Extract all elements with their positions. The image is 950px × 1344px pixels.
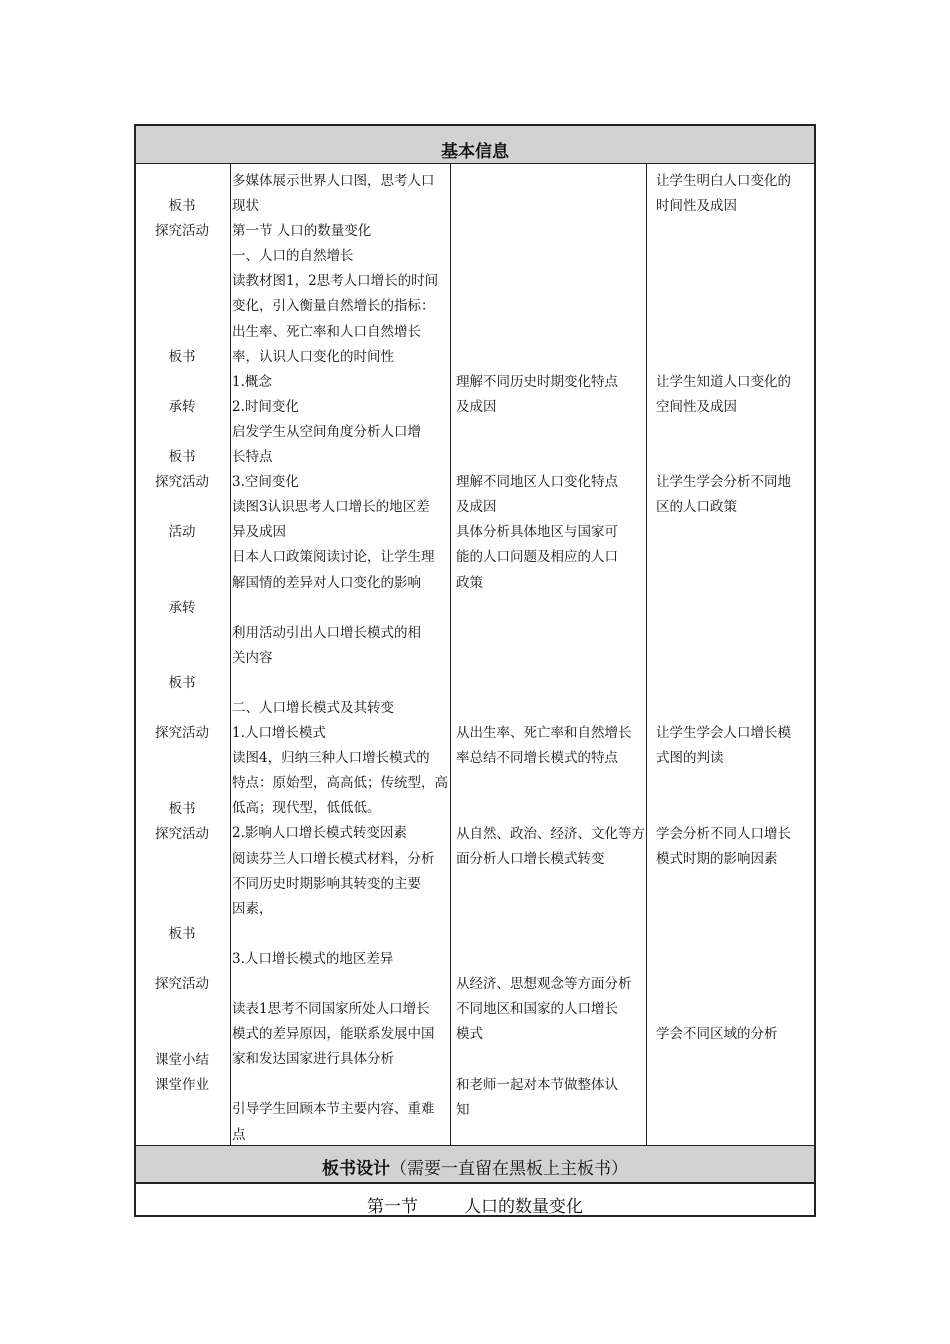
student-activity-block-line: 从经济、思想观念等方面分析 xyxy=(456,976,632,993)
content-line: 二、人口增长模式及其转变 xyxy=(232,699,394,716)
design-intent-block xyxy=(656,169,811,219)
content-line: 读图4，归纳三种人口增长模式的 xyxy=(232,750,430,767)
student-activity-block-line: 不同地区和国家的人口增长 xyxy=(456,1001,618,1018)
content-line xyxy=(232,922,448,947)
student-activity-block-line: 面分析人口增长模式转变 xyxy=(456,850,605,867)
design-intent-block xyxy=(656,1022,811,1047)
step-label: 活动 xyxy=(168,524,196,541)
student-activity-block-line: 率总结不同增长模式的特点 xyxy=(456,750,618,767)
student-activity-block-line: 政策 xyxy=(456,574,483,591)
design-intent-block-line: 学会不同区域的分析 xyxy=(656,1026,778,1043)
content-line: 1.人口增长模式 xyxy=(232,725,326,742)
divider xyxy=(136,1183,814,1184)
content-line: 长特点 xyxy=(232,449,273,466)
content-line: 低高；现代型，低低低。 xyxy=(232,800,381,817)
step-label: 板书 xyxy=(168,198,196,215)
basic-info-header xyxy=(136,126,814,164)
content-line: 1.概念 xyxy=(232,373,272,390)
content-line: 关内容 xyxy=(232,649,273,666)
step-label: 板书 xyxy=(168,800,196,817)
step-label: 板书 xyxy=(168,675,196,691)
content-line: 3.人口增长模式的地区差异 xyxy=(232,950,394,967)
student-activity-block xyxy=(456,470,646,595)
step-label: 课堂小结 xyxy=(155,1051,209,1068)
content-line: 利用活动引出人口增长模式的相 xyxy=(232,624,421,641)
content-line: 不同历史时期影响其转变的主要 xyxy=(232,875,421,892)
content-line: 日本人口政策阅读讨论，让学生理 xyxy=(232,549,435,566)
board-design-title: 板书设计 xyxy=(322,1159,390,1179)
content-line: 2.影响人口增长模式转变因素 xyxy=(232,825,407,842)
content-line: 引导学生回顾本节主要内容、重难 xyxy=(232,1101,435,1118)
content-line: 多媒体展示世界人口图，思考人口 xyxy=(232,173,435,189)
design-intent-block-line: 空间性及成因 xyxy=(656,398,737,415)
content-line xyxy=(232,596,448,621)
content-line xyxy=(232,972,448,997)
student-activity-block-line: 及成因 xyxy=(456,499,497,516)
student-activity-block xyxy=(456,370,646,420)
column-divider xyxy=(450,163,451,1145)
student-activity-block xyxy=(456,972,646,1047)
design-intent-block-line: 让学生明白人口变化的 xyxy=(656,173,791,189)
content-line: 一、人口的自然增长 xyxy=(232,248,354,265)
design-intent-block-line: 区的人口政策 xyxy=(656,499,737,516)
content-line: 点 xyxy=(232,1126,246,1143)
step-label: 承转 xyxy=(168,599,196,616)
content-line: 异及成因 xyxy=(232,524,286,541)
design-intent-block-line: 让学生知道人口变化的 xyxy=(656,373,791,390)
board-design-note: （需要一直留在黑板上主板书） xyxy=(390,1159,628,1179)
student-activity-block-line: 理解不同地区人口变化特点 xyxy=(456,474,618,491)
design-intent-block-line: 模式时期的影响因素 xyxy=(656,850,778,867)
design-intent-block xyxy=(656,721,811,771)
content-line xyxy=(232,671,448,696)
student-activity-block-line: 具体分析具体地区与国家可 xyxy=(456,524,618,541)
lesson-plan-table xyxy=(134,124,816,1217)
content-line xyxy=(232,1072,448,1097)
student-activity-block-line: 能的人口问题及相应的人口 xyxy=(456,549,618,566)
content-line: 现状 xyxy=(232,198,259,215)
step-label: 板书 xyxy=(168,348,196,365)
content-line: 阅读芬兰人口增长模式材料，分析 xyxy=(232,850,435,867)
column-divider xyxy=(230,163,231,1145)
content-line: 3.空间变化 xyxy=(232,474,299,491)
content-line: 特点：原始型，高高低；传统型，高 xyxy=(232,775,448,792)
step-label: 探究活动 xyxy=(155,474,209,491)
step-label: 探究活动 xyxy=(155,223,209,240)
step-label: 承转 xyxy=(168,398,196,415)
student-activity-block-line: 从自然、政治、经济、文化等方 xyxy=(456,825,645,842)
step-label: 板书 xyxy=(168,449,196,466)
step-label: 课堂作业 xyxy=(155,1076,209,1093)
board-section-title xyxy=(136,1192,814,1217)
content-line: 出生率、死亡率和人口自然增长 xyxy=(232,323,421,340)
content-line: 家和发达国家进行具体分析 xyxy=(232,1051,394,1068)
content-line: 模式的差异原因，能联系发展中国 xyxy=(232,1026,435,1043)
student-activity-block-line: 从出生率、死亡率和自然增长 xyxy=(456,725,632,742)
student-activity-block xyxy=(456,721,646,771)
step-label: 探究活动 xyxy=(155,825,209,842)
board-design-header xyxy=(136,1145,814,1183)
student-activity-block-line: 模式 xyxy=(456,1026,483,1043)
step-label: 探究活动 xyxy=(155,725,209,742)
content-line: 变化，引入衡量自然增长的指标： xyxy=(232,298,435,315)
design-intent-block-line: 式图的判读 xyxy=(656,750,724,767)
basic-info-title: 基本信息 xyxy=(441,142,509,162)
design-intent-block-line: 让学生学会人口增长模 xyxy=(656,725,791,742)
content-line: 读表1思考不同国家所处人口增长 xyxy=(232,1001,430,1018)
content-line: 因素， xyxy=(232,900,273,917)
content-line: 读教材图1，2思考人口增长的时间 xyxy=(232,273,439,290)
teaching-content-column xyxy=(232,169,448,1148)
board-section-number: 第一节 xyxy=(367,1197,418,1217)
student-activity-block-line: 和老师一起对本节做整体认 xyxy=(456,1076,618,1093)
content-line: 读图3认识思考人口增长的地区差 xyxy=(232,499,430,516)
step-label: 板书 xyxy=(168,926,196,942)
board-section-name: 人口的数量变化 xyxy=(464,1197,583,1217)
design-intent-block-line: 让学生学会分析不同地 xyxy=(656,474,791,491)
student-activity-block xyxy=(456,1073,646,1123)
content-line: 启发学生从空间角度分析人口增 xyxy=(232,423,421,440)
design-intent-block xyxy=(656,370,811,420)
step-label: 探究活动 xyxy=(155,976,209,993)
design-intent-block xyxy=(656,822,811,872)
design-intent-block-line: 学会分析不同人口增长 xyxy=(656,825,791,842)
student-activity-block-line: 及成因 xyxy=(456,398,497,415)
design-intent-block xyxy=(656,470,811,520)
column-divider xyxy=(646,163,647,1145)
content-line: 解国情的差异对人口变化的影响 xyxy=(232,574,421,591)
content-line: 2.时间变化 xyxy=(232,398,299,415)
content-line: 率，认识人口变化的时间性 xyxy=(232,348,394,365)
student-activity-block-line: 知 xyxy=(456,1101,470,1118)
design-intent-block-line: 时间性及成因 xyxy=(656,198,737,215)
content-line: 第一节 人口的数量变化 xyxy=(232,223,372,240)
student-activity-block xyxy=(456,822,646,872)
student-activity-block-line: 理解不同历史时期变化特点 xyxy=(456,373,618,390)
